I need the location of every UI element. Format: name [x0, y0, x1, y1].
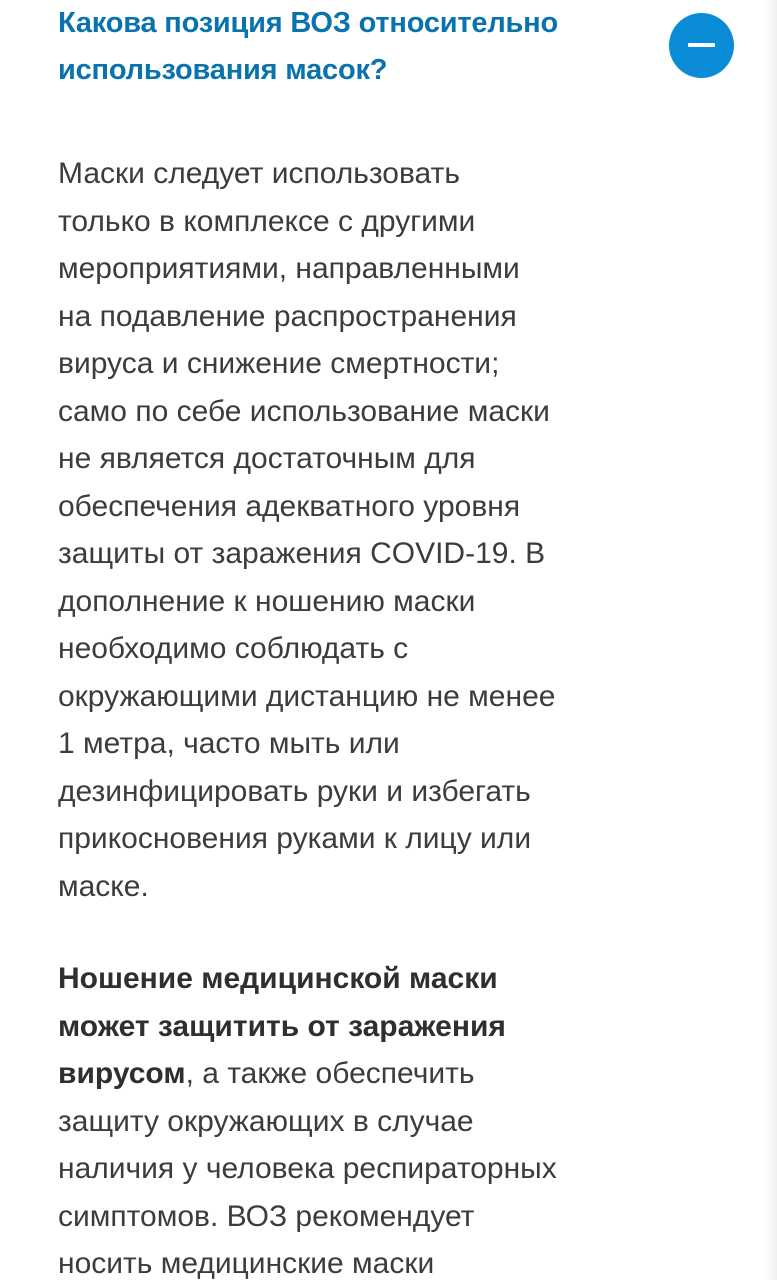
answer-line: на подавление распространения [58, 299, 517, 333]
answer-line: дополнение к ношению маски [58, 584, 476, 618]
answer-bold-line: может защитить от заражения [58, 1009, 506, 1043]
answer-line: прикосновения руками к лицу или [58, 822, 532, 855]
answer-line: не является достаточным для [58, 442, 476, 475]
answer-line: окружающими дистанцию не менее [58, 679, 556, 713]
answer-line: защиты от заражения COVID-19. В [58, 537, 546, 570]
answer-line: Маски следует использовать [58, 157, 460, 190]
answer-line: симптомов. ВОЗ рекомендует [58, 1199, 475, 1233]
answer-line: обеспечения адекватного уровня [58, 489, 521, 523]
answer-line: мероприятиями, направленными [58, 252, 520, 285]
answer-mixed-line [58, 1050, 618, 1098]
answer-line: дезинфицировать руки и избегать [58, 774, 531, 808]
answer-bold-text: вирусом [58, 1057, 186, 1090]
answer-line: носить медицинские маски [58, 1247, 435, 1280]
answer-body [58, 150, 618, 1288]
answer-line: необходимо соблюдать с [58, 632, 409, 665]
answer-text: , а также обеспечить [185, 1057, 475, 1090]
answer-line: наличия у человека респираторных [58, 1152, 557, 1185]
answer-line: маске. [58, 869, 149, 903]
answer-paragraph-2 [58, 955, 618, 1288]
answer-paragraph-1 [58, 150, 618, 910]
answer-line: только в комплексе с другими [58, 204, 476, 238]
edge-shadow [765, 0, 777, 1280]
answer-line: вируса и снижение смертности; [58, 347, 500, 380]
answer-line: само по себе использование маски [58, 394, 550, 428]
minus-icon [688, 43, 715, 47]
answer-line: защиту окружающих в случае [58, 1104, 474, 1138]
answer-line: 1 метра, часто мыть или [58, 727, 400, 760]
question-title[interactable]: Какова позиция ВОЗ относительно использования масок? [58, 7, 558, 86]
answer-bold-line: Ношение медицинской маски [58, 962, 498, 995]
collapse-toggle-button[interactable] [669, 13, 734, 78]
